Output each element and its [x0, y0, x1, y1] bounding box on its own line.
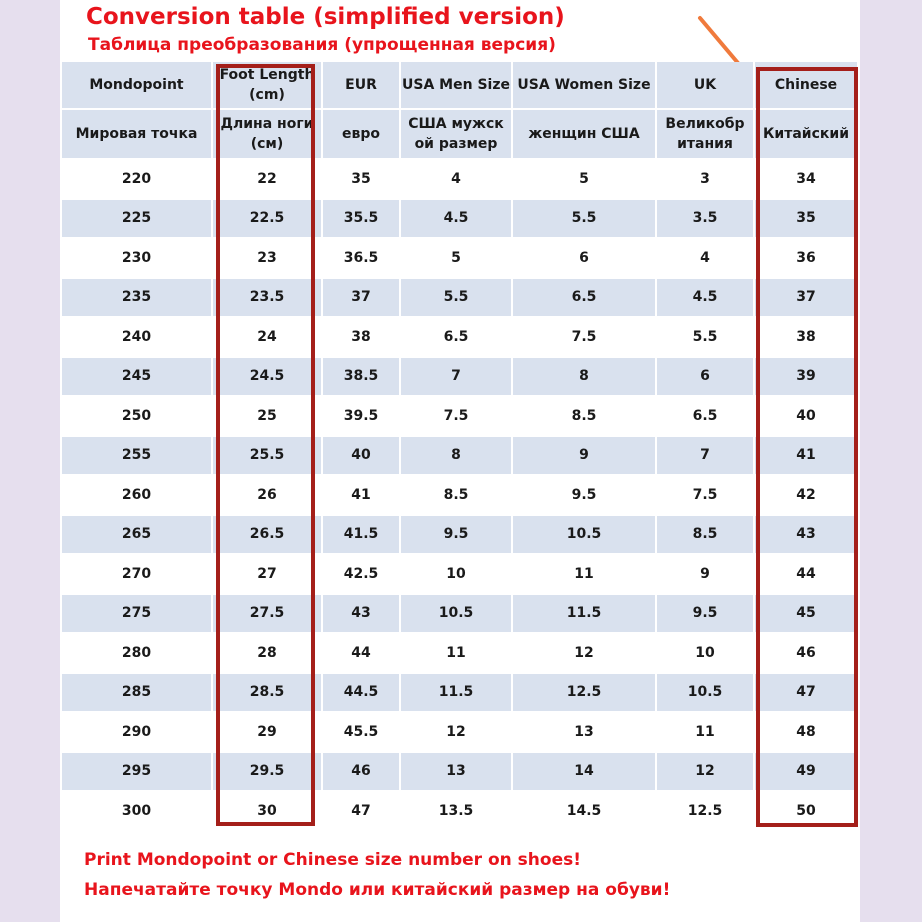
- table-row: [62, 199, 858, 239]
- foot-length-highlight: [216, 64, 315, 826]
- cell-foot-length: 25: [212, 396, 322, 436]
- header-chinese: Chinese: [754, 62, 858, 109]
- header-row-english: [62, 62, 858, 109]
- cell-foot-length: 24: [212, 317, 322, 357]
- cell-eur: 35.5: [322, 199, 400, 239]
- cell-usa-women: 11.5: [512, 594, 656, 634]
- header-foot-length-ru: Длина ноги (см): [212, 109, 322, 159]
- cell-usa-women: 11: [512, 554, 656, 594]
- table-row: [62, 712, 858, 752]
- table-row: [62, 436, 858, 476]
- cell-mondopoint: 260: [62, 475, 212, 515]
- cell-eur: 47: [322, 791, 400, 831]
- cell-foot-length: 22: [212, 159, 322, 199]
- header-usa-men-ru: США мужск ой размер: [400, 109, 512, 159]
- table-row: [62, 554, 858, 594]
- cell-foot-length: 27.5: [212, 594, 322, 634]
- cell-chinese: 34: [754, 159, 858, 199]
- cell-usa-men: 13.5: [400, 791, 512, 831]
- cell-chinese: 39: [754, 357, 858, 397]
- cell-usa-women: 7.5: [512, 317, 656, 357]
- cell-foot-length: 28.5: [212, 673, 322, 713]
- cell-chinese: 45: [754, 594, 858, 634]
- cell-usa-men: 13: [400, 752, 512, 792]
- cell-usa-women: 10.5: [512, 515, 656, 555]
- header-usa-women: USA Women Size: [512, 62, 656, 109]
- cell-eur: 37: [322, 278, 400, 318]
- cell-mondopoint: 280: [62, 633, 212, 673]
- cell-uk: 7.5: [656, 475, 754, 515]
- cell-usa-women: 14.5: [512, 791, 656, 831]
- cell-mondopoint: 290: [62, 712, 212, 752]
- footer-russian: Напечатайте точку Mondo или китайский размер на обуви!: [84, 880, 671, 900]
- cell-chinese: 49: [754, 752, 858, 792]
- cell-foot-length: 23.5: [212, 278, 322, 318]
- cell-usa-women: 5: [512, 159, 656, 199]
- cell-uk: 5.5: [656, 317, 754, 357]
- cell-usa-women: 8.5: [512, 396, 656, 436]
- cell-eur: 38.5: [322, 357, 400, 397]
- cell-usa-men: 9.5: [400, 515, 512, 555]
- cell-usa-women: 14: [512, 752, 656, 792]
- table-row: [62, 515, 858, 555]
- cell-mondopoint: 285: [62, 673, 212, 713]
- header-usa-women-ru: женщин США: [512, 109, 656, 159]
- cell-uk: 8.5: [656, 515, 754, 555]
- cell-foot-length: 26: [212, 475, 322, 515]
- cell-usa-men: 4: [400, 159, 512, 199]
- cell-uk: 12.5: [656, 791, 754, 831]
- cell-eur: 42.5: [322, 554, 400, 594]
- cell-chinese: 35: [754, 199, 858, 239]
- table-row: [62, 791, 858, 831]
- cell-foot-length: 22.5: [212, 199, 322, 239]
- table-row: [62, 673, 858, 713]
- cell-uk: 10: [656, 633, 754, 673]
- cell-uk: 9.5: [656, 594, 754, 634]
- table-row: [62, 317, 858, 357]
- cell-usa-men: 7.5: [400, 396, 512, 436]
- cell-eur: 35: [322, 159, 400, 199]
- cell-chinese: 48: [754, 712, 858, 752]
- header-row-russian: [62, 109, 858, 159]
- cell-usa-men: 11.5: [400, 673, 512, 713]
- header-mondopoint-ru: Мировая точка: [62, 109, 212, 159]
- cell-mondopoint: 235: [62, 278, 212, 318]
- cell-eur: 36.5: [322, 238, 400, 278]
- footer-english: Print Mondopoint or Chinese size number on shoes!: [84, 850, 581, 870]
- cell-mondopoint: 240: [62, 317, 212, 357]
- header-mondopoint: Mondopoint: [62, 62, 212, 109]
- cell-uk: 11: [656, 712, 754, 752]
- cell-usa-women: 6: [512, 238, 656, 278]
- conversion-table: [62, 62, 859, 832]
- cell-uk: 7: [656, 436, 754, 476]
- cell-usa-women: 13: [512, 712, 656, 752]
- cell-usa-women: 9.5: [512, 475, 656, 515]
- cell-usa-men: 12: [400, 712, 512, 752]
- header-uk: UK: [656, 62, 754, 109]
- table-row: [62, 278, 858, 318]
- cell-foot-length: 30: [212, 791, 322, 831]
- table-row: [62, 752, 858, 792]
- cell-eur: 46: [322, 752, 400, 792]
- header-chinese-ru: Китайский: [754, 109, 858, 159]
- cell-chinese: 44: [754, 554, 858, 594]
- cell-foot-length: 29.5: [212, 752, 322, 792]
- table-row: [62, 475, 858, 515]
- header-usa-men: USA Men Size: [400, 62, 512, 109]
- cell-uk: 9: [656, 554, 754, 594]
- cell-chinese: 40: [754, 396, 858, 436]
- table-row: [62, 396, 858, 436]
- cell-eur: 44.5: [322, 673, 400, 713]
- title-english: Conversion table (simplified version): [86, 4, 565, 30]
- cell-uk: 10.5: [656, 673, 754, 713]
- cell-mondopoint: 245: [62, 357, 212, 397]
- cell-chinese: 50: [754, 791, 858, 831]
- title-russian: Таблица преобразования (упрощенная версия): [88, 35, 556, 55]
- cell-usa-men: 7: [400, 357, 512, 397]
- cell-mondopoint: 300: [62, 791, 212, 831]
- cell-eur: 39.5: [322, 396, 400, 436]
- header-eur-ru: евро: [322, 109, 400, 159]
- cell-chinese: 43: [754, 515, 858, 555]
- cell-usa-women: 5.5: [512, 199, 656, 239]
- cell-chinese: 46: [754, 633, 858, 673]
- chinese-highlight: [756, 67, 858, 827]
- cell-usa-women: 8: [512, 357, 656, 397]
- cell-foot-length: 24.5: [212, 357, 322, 397]
- table-row: [62, 594, 858, 634]
- cell-uk: 4.5: [656, 278, 754, 318]
- cell-uk: 6.5: [656, 396, 754, 436]
- table-row: [62, 159, 858, 199]
- cell-usa-women: 6.5: [512, 278, 656, 318]
- cell-foot-length: 28: [212, 633, 322, 673]
- cell-chinese: 41: [754, 436, 858, 476]
- cell-foot-length: 26.5: [212, 515, 322, 555]
- cell-chinese: 37: [754, 278, 858, 318]
- cell-usa-women: 12: [512, 633, 656, 673]
- cell-eur: 41: [322, 475, 400, 515]
- header-eur: EUR: [322, 62, 400, 109]
- cell-eur: 45.5: [322, 712, 400, 752]
- cell-usa-men: 8.5: [400, 475, 512, 515]
- cell-uk: 3.5: [656, 199, 754, 239]
- cell-usa-men: 8: [400, 436, 512, 476]
- cell-chinese: 47: [754, 673, 858, 713]
- cell-uk: 6: [656, 357, 754, 397]
- cell-eur: 38: [322, 317, 400, 357]
- table-row: [62, 357, 858, 397]
- cell-eur: 40: [322, 436, 400, 476]
- cell-mondopoint: 265: [62, 515, 212, 555]
- cell-uk: 3: [656, 159, 754, 199]
- cell-eur: 43: [322, 594, 400, 634]
- cell-chinese: 38: [754, 317, 858, 357]
- cell-mondopoint: 270: [62, 554, 212, 594]
- cell-usa-men: 10: [400, 554, 512, 594]
- cell-usa-men: 11: [400, 633, 512, 673]
- table-row: [62, 238, 858, 278]
- table-row: [62, 633, 858, 673]
- cell-usa-women: 12.5: [512, 673, 656, 713]
- cell-foot-length: 25.5: [212, 436, 322, 476]
- cell-uk: 4: [656, 238, 754, 278]
- cell-usa-men: 5.5: [400, 278, 512, 318]
- cell-usa-men: 6.5: [400, 317, 512, 357]
- header-foot-length: Foot Length (cm): [212, 62, 322, 109]
- cell-usa-women: 9: [512, 436, 656, 476]
- cell-usa-men: 10.5: [400, 594, 512, 634]
- cell-usa-men: 5: [400, 238, 512, 278]
- cell-mondopoint: 225: [62, 199, 212, 239]
- cell-mondopoint: 275: [62, 594, 212, 634]
- cell-chinese: 36: [754, 238, 858, 278]
- cell-uk: 12: [656, 752, 754, 792]
- cell-eur: 44: [322, 633, 400, 673]
- cell-mondopoint: 250: [62, 396, 212, 436]
- cell-eur: 41.5: [322, 515, 400, 555]
- cell-mondopoint: 295: [62, 752, 212, 792]
- cell-chinese: 42: [754, 475, 858, 515]
- cell-foot-length: 29: [212, 712, 322, 752]
- cell-mondopoint: 255: [62, 436, 212, 476]
- cell-foot-length: 27: [212, 554, 322, 594]
- cell-mondopoint: 220: [62, 159, 212, 199]
- cell-mondopoint: 230: [62, 238, 212, 278]
- header-uk-ru: Великобр итания: [656, 109, 754, 159]
- cell-usa-men: 4.5: [400, 199, 512, 239]
- cell-foot-length: 23: [212, 238, 322, 278]
